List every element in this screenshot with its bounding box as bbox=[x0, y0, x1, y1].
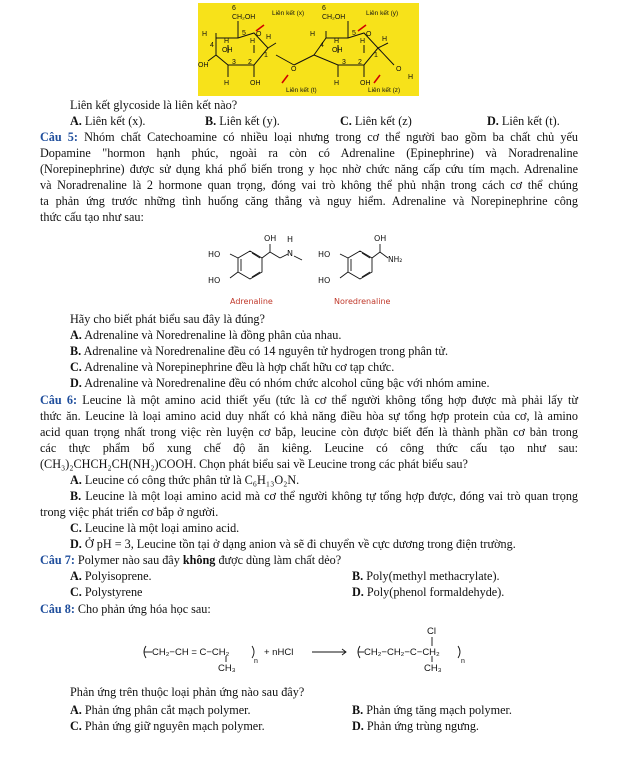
product-ch3: CH₃ bbox=[424, 663, 442, 674]
carbon-5-left: 5 bbox=[242, 30, 246, 37]
h-right-3: H bbox=[360, 38, 366, 45]
oh-left-2: OH bbox=[222, 47, 233, 54]
q4-option-c[interactable] bbox=[340, 114, 412, 129]
option-letter: A. bbox=[70, 569, 82, 583]
ring-oxygen-left: O bbox=[256, 31, 262, 38]
link-y-label: Liên kết (y) bbox=[366, 10, 399, 17]
h-right-2: H bbox=[334, 38, 340, 45]
option-letter: C. bbox=[70, 585, 82, 599]
q8-question-2: Phản ứng trên thuộc loại phản ứng nào sau đây? bbox=[70, 685, 305, 699]
adrenaline-nh-h: H bbox=[287, 235, 294, 244]
q5-option-d[interactable] bbox=[70, 376, 490, 391]
q8-label: Câu 8: bbox=[40, 602, 75, 616]
option-text: Adrenaline và Noredrenaline đều có 14 nguyên tử hydrogen trong phân tử. bbox=[83, 344, 449, 358]
option-letter: D. bbox=[70, 376, 82, 390]
oh-left-3: OH bbox=[250, 80, 261, 87]
option-text: Adrenaline và Noredrenaline là đồng phân của nhau. bbox=[84, 328, 342, 342]
product-cl: Cl bbox=[427, 626, 436, 637]
option-letter: C. bbox=[70, 521, 82, 535]
option-text: Adrenaline và Norepinephrine đều là hợp chất hữu cơ tạp chức. bbox=[84, 360, 395, 374]
option-letter: D. bbox=[352, 719, 364, 733]
q4-option-a[interactable] bbox=[70, 114, 145, 129]
q6-line-2: thức ăn. Leucine là loại amino acid duy nhất có khả năng điều hòa sự tổng hợp protein của cơ, là amino bbox=[40, 409, 578, 423]
carbon-6-right: 6 bbox=[322, 5, 326, 12]
product-chain: CH₂−CH₂−C−CH₂ bbox=[364, 647, 440, 658]
q6-line-4: các thực phẩm bổ xung chế độ ăn kiêng. Leucine có công thức cấu tạo như sau: bbox=[40, 441, 578, 455]
option-letter: A. bbox=[70, 703, 82, 717]
h-left-3: H bbox=[266, 34, 272, 41]
option-text: Adrenaline và Noredrenaline đều có nhóm chức alcohol cũng bậc với nhóm amine. bbox=[84, 376, 490, 390]
carbon-4-right: 4 bbox=[320, 42, 324, 49]
option-text: Polystyrene bbox=[84, 585, 143, 599]
reactant-ch3: CH₃ bbox=[218, 663, 236, 674]
oh-right-1: OH bbox=[332, 47, 343, 54]
q8-option-b[interactable] bbox=[352, 703, 512, 718]
h-left-4: H bbox=[250, 38, 256, 45]
option-text: Leucine là một loại amino acid mà cơ thể người không tự tổng hợp được, đóng vai trò quan trọng bbox=[85, 489, 579, 503]
q5-line-2: Dopamine "hormon hạnh phúc, ngoài ra còn có Adrenaline (Epinephrine) và Noradrenaline bbox=[40, 146, 578, 160]
option-text: Liên kết (t). bbox=[501, 114, 560, 128]
q6-option-b[interactable] bbox=[70, 489, 578, 504]
oh-right-2: OH bbox=[360, 80, 371, 87]
option-letter: C. bbox=[340, 114, 352, 128]
q8-option-d[interactable] bbox=[352, 719, 479, 734]
q5-label: Câu 5: bbox=[40, 130, 78, 144]
q6-option-c[interactable] bbox=[70, 521, 239, 536]
option-text: Phản ứng phân cắt mạch polymer. bbox=[84, 703, 251, 717]
carbon-2-left: 2 bbox=[248, 59, 252, 66]
q5-option-b[interactable] bbox=[70, 344, 448, 359]
product-n: n bbox=[461, 658, 465, 665]
carbon-3-right: 3 bbox=[342, 59, 346, 66]
option-letter: B. bbox=[352, 703, 364, 717]
q6-text-1: Leucine là một amino acid thiết yếu (tức là cơ thể người không tổng hợp được mà phải lấy từ bbox=[82, 393, 579, 407]
noradrenaline-ho-top: HO bbox=[318, 250, 331, 259]
link-z-label: Liên kết (z) bbox=[368, 87, 401, 94]
option-text: Phản ứng tăng mạch polymer. bbox=[366, 703, 512, 717]
carbon-4-left: 4 bbox=[210, 42, 214, 49]
h-right-4: H bbox=[382, 36, 388, 43]
reaction-equation bbox=[140, 618, 480, 680]
q4-question: Liên kết glycoside là liên kết nào? bbox=[70, 98, 238, 112]
option-letter: D. bbox=[487, 114, 499, 128]
option-text: Liên kết (x). bbox=[84, 114, 146, 128]
q5-line-4: và Noradrenaline là 2 hormone quan trọng, đóng vai trò không thể phủ nhận trong cách cơ thể chúng bbox=[40, 178, 578, 192]
adrenaline-nh-n: N bbox=[287, 249, 293, 258]
option-letter: A. bbox=[70, 114, 82, 128]
q8-question bbox=[40, 602, 211, 617]
option-letter: C. bbox=[70, 719, 82, 733]
option-letter: B. bbox=[352, 569, 364, 583]
q7-question-pre: Polymer nào sau đây bbox=[77, 553, 183, 567]
carbon-2-right: 2 bbox=[358, 59, 362, 66]
q8-option-a[interactable] bbox=[70, 703, 251, 718]
q4-option-b[interactable] bbox=[205, 114, 280, 129]
q5-option-a[interactable] bbox=[70, 328, 341, 343]
link-x-label: Liên kết (x) bbox=[272, 10, 305, 17]
option-letter: B. bbox=[70, 489, 82, 503]
option-text: Leucine là một loại amino acid. bbox=[84, 521, 240, 535]
noradrenaline-ho-bottom: HO bbox=[318, 276, 331, 285]
option-text: Phản ứng giữ nguyên mạch polymer. bbox=[84, 719, 265, 733]
q5-line-3: (Norepinephrine) được sử dụng khá phổ biến trong y học nhờ chức năng cấp cứu tím mạch. Adrenaline bbox=[40, 162, 578, 176]
noradrenaline-oh: OH bbox=[374, 234, 387, 243]
q6-option-a[interactable] bbox=[70, 473, 299, 488]
q5-question: Hãy cho biết phát biểu sau đây là đúng? bbox=[70, 312, 265, 326]
option-letter: A. bbox=[70, 473, 82, 487]
option-letter: D. bbox=[352, 585, 364, 599]
adrenaline-oh: OH bbox=[264, 234, 277, 243]
option-text: Liên kết (z) bbox=[354, 114, 412, 128]
reactant-chain: CH₂−CH = C−CH₂ bbox=[152, 647, 230, 658]
q4-option-d[interactable] bbox=[487, 114, 560, 129]
h-left-5: H bbox=[224, 80, 230, 87]
q6-line-3: acid quan trọng nhất trong việc rèn luyện cơ bắp, leucine còn được biết đến là thành phần cơ bản trong bbox=[40, 425, 578, 439]
q7-question-post: được dùng làm chất dẻo? bbox=[215, 553, 342, 567]
link-t-label: Liên kết (t) bbox=[286, 87, 317, 94]
q7-option-a[interactable] bbox=[70, 569, 152, 584]
carbon-1-right: 1 bbox=[374, 52, 378, 59]
carbon-3-left: 3 bbox=[232, 59, 236, 66]
q6-line-1 bbox=[40, 393, 578, 408]
adrenaline-ho-bottom: HO bbox=[208, 276, 221, 285]
option-text: Phản ứng trùng ngưng. bbox=[366, 719, 479, 733]
q7-option-d[interactable] bbox=[352, 585, 504, 600]
q8-question-text: Cho phản ứng hóa học sau: bbox=[77, 602, 211, 616]
q7-question bbox=[40, 553, 341, 568]
h-left-1: H bbox=[202, 31, 208, 38]
option-letter: B. bbox=[205, 114, 217, 128]
noradrenaline-nh2: NH₂ bbox=[388, 255, 403, 264]
h-left-2: H bbox=[224, 38, 230, 45]
option-text: Leucine có công thức phân tử là C₆H₁₃O₂N. bbox=[84, 473, 300, 487]
q5-line-6: thức cấu tạo như sau: bbox=[40, 210, 144, 224]
adrenaline-name: Adrenaline bbox=[230, 297, 273, 306]
q6-label: Câu 6: bbox=[40, 393, 78, 407]
option-letter: B. bbox=[70, 344, 82, 358]
q7-option-c[interactable] bbox=[70, 585, 142, 600]
option-text: Ở pH = 3, Leucine tồn tại ở dạng anion và sẽ đi chuyển về cực dương trong điện trường. bbox=[84, 537, 516, 551]
q6-formula-line: (CH₃)₂CHCH₂CH(NH₂)COOH. Chọn phát biểu sai về Leucine trong các phát biểu sau? bbox=[40, 457, 468, 471]
ring-oxygen-right: O bbox=[366, 31, 372, 38]
q7-question-bold: không bbox=[182, 553, 216, 567]
q7-option-b[interactable] bbox=[352, 569, 500, 584]
option-text: Poly(methyl methacrylate). bbox=[366, 569, 500, 583]
ch2oh-left: CH₂OH bbox=[232, 14, 256, 21]
option-text: Poly(phenol formaldehyde). bbox=[366, 585, 505, 599]
option-text: Liên kết (y). bbox=[219, 114, 280, 128]
h-right-5: H bbox=[334, 80, 340, 87]
q8-option-c[interactable] bbox=[70, 719, 265, 734]
end-oxygen: O bbox=[396, 66, 402, 73]
q5-line-5: ta phản ứng trước những tình huống căng thẳng và nguy hiểm. Adrenaline và Norepinephrine công bbox=[40, 194, 578, 208]
glycoside-figure bbox=[198, 3, 419, 96]
disaccharide-structure bbox=[198, 3, 419, 96]
q5-line-1 bbox=[40, 130, 578, 145]
carbon-6-left: 6 bbox=[232, 5, 236, 12]
oh-left-1: OH bbox=[198, 62, 209, 69]
option-letter: C. bbox=[70, 360, 82, 374]
reactant-n: n bbox=[254, 658, 258, 665]
q6-option-b-cont: trong việc phát triển cơ bắp ở người. bbox=[40, 505, 219, 519]
q5-text-1: Nhóm chất Catechoamine có nhiều loại nhưng trong cơ thể người bao gồm ba chất chủ yếu bbox=[84, 130, 578, 144]
q6-option-d[interactable] bbox=[70, 537, 516, 552]
h-right-1: H bbox=[310, 31, 316, 38]
carbon-5-right: 5 bbox=[352, 30, 356, 37]
h-right-end: H bbox=[408, 74, 414, 81]
q5-option-c[interactable] bbox=[70, 360, 394, 375]
q7-label: Câu 7: bbox=[40, 553, 75, 567]
bridge-oxygen: O bbox=[291, 66, 297, 73]
option-letter: A. bbox=[70, 328, 82, 342]
ch2oh-right: CH₂OH bbox=[322, 14, 346, 21]
catecholamine-structures bbox=[200, 228, 403, 308]
option-text: Polyisoprene. bbox=[84, 569, 152, 583]
carbon-1-left: 1 bbox=[264, 52, 268, 59]
noradrenaline-name: Noredrenaline bbox=[334, 297, 391, 306]
adrenaline-ho-top: HO bbox=[208, 250, 221, 259]
reagent-hcl: + nHCl bbox=[264, 647, 294, 658]
option-letter: D. bbox=[70, 537, 82, 551]
